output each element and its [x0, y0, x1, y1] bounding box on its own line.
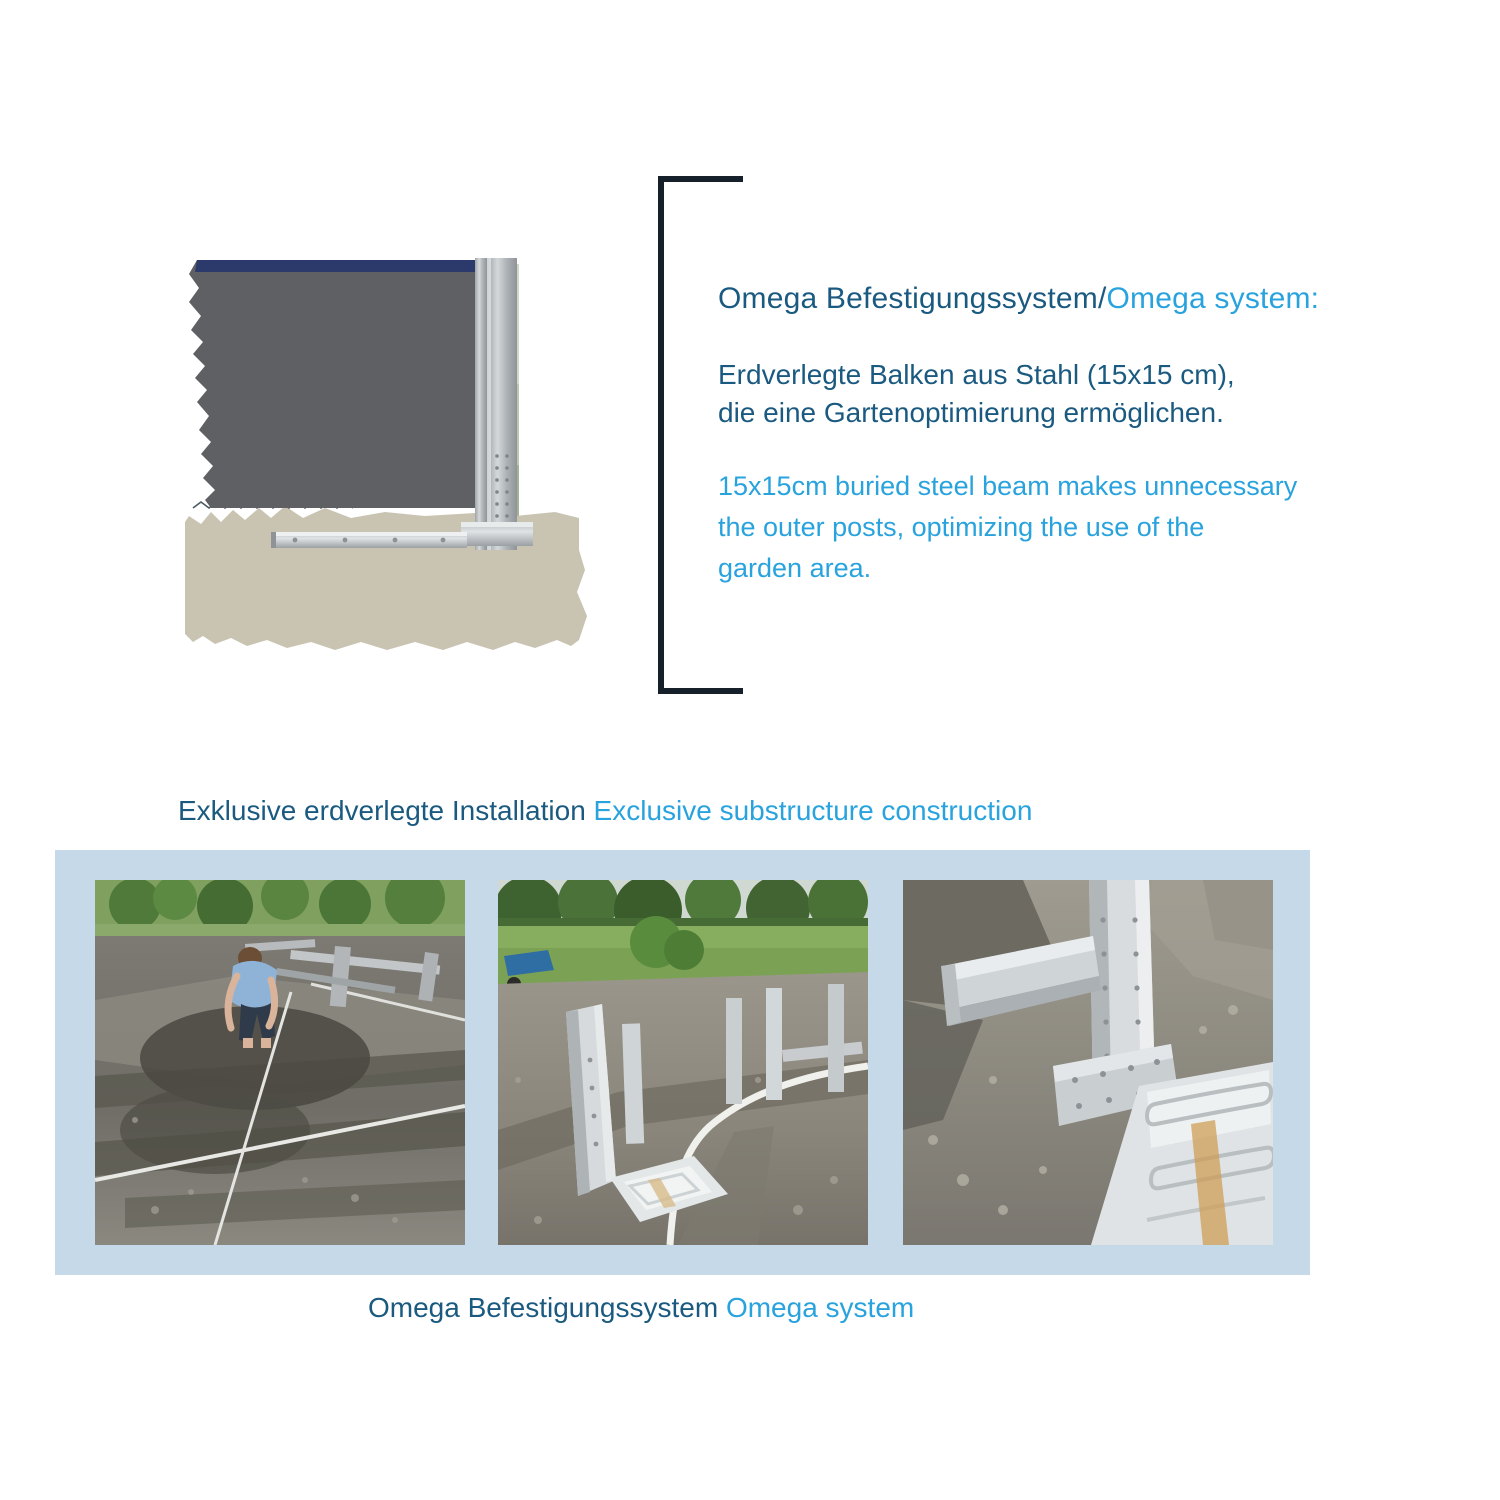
gallery-caption-top-de: Exklusive erdverlegte Installation: [178, 795, 586, 826]
buried-steel-beam: [271, 532, 467, 548]
omega-paragraph-de: [718, 356, 1478, 432]
omega-heading: [718, 282, 1478, 316]
omega-paragraph-en-line1: 15x15cm buried steel beam makes unnecessary: [718, 471, 1298, 501]
gallery-caption-bottom-en: Omega system: [725, 1292, 915, 1323]
omega-heading-en: Omega system:: [1106, 282, 1320, 315]
photo-trench-digging: [95, 880, 465, 1245]
base-bracket: [461, 522, 533, 546]
gallery-caption-top-en: Exclusive substructure construction: [593, 795, 1033, 826]
photo-posts-in-trench: [498, 880, 868, 1245]
omega-paragraph-de-line1: Erdverlegte Balken aus Stahl (15x15 cm),: [718, 359, 1235, 390]
omega-paragraph-de-line2: die eine Gartenoptimierung ermöglichen.: [718, 397, 1224, 428]
wall-panel: [189, 260, 475, 508]
steel-post: [475, 258, 517, 550]
omega-paragraph-en: [718, 466, 1470, 589]
cross-section-diagram: [175, 250, 595, 680]
photo-bracket-detail: [903, 880, 1273, 1245]
gallery-caption-top: [178, 795, 1032, 827]
gallery-caption-bottom: [368, 1292, 914, 1324]
photo-gallery: [55, 850, 1310, 1275]
omega-heading-de: Omega Befestigungssystem/: [718, 282, 1107, 315]
omega-description-text: [718, 282, 1478, 589]
omega-paragraph-en-line2: the outer posts, optimizing the use of the: [718, 512, 1205, 542]
omega-paragraph-en-line3: garden area.: [718, 553, 872, 583]
gallery-caption-bottom-de: Omega Befestigungssystem: [368, 1292, 719, 1323]
